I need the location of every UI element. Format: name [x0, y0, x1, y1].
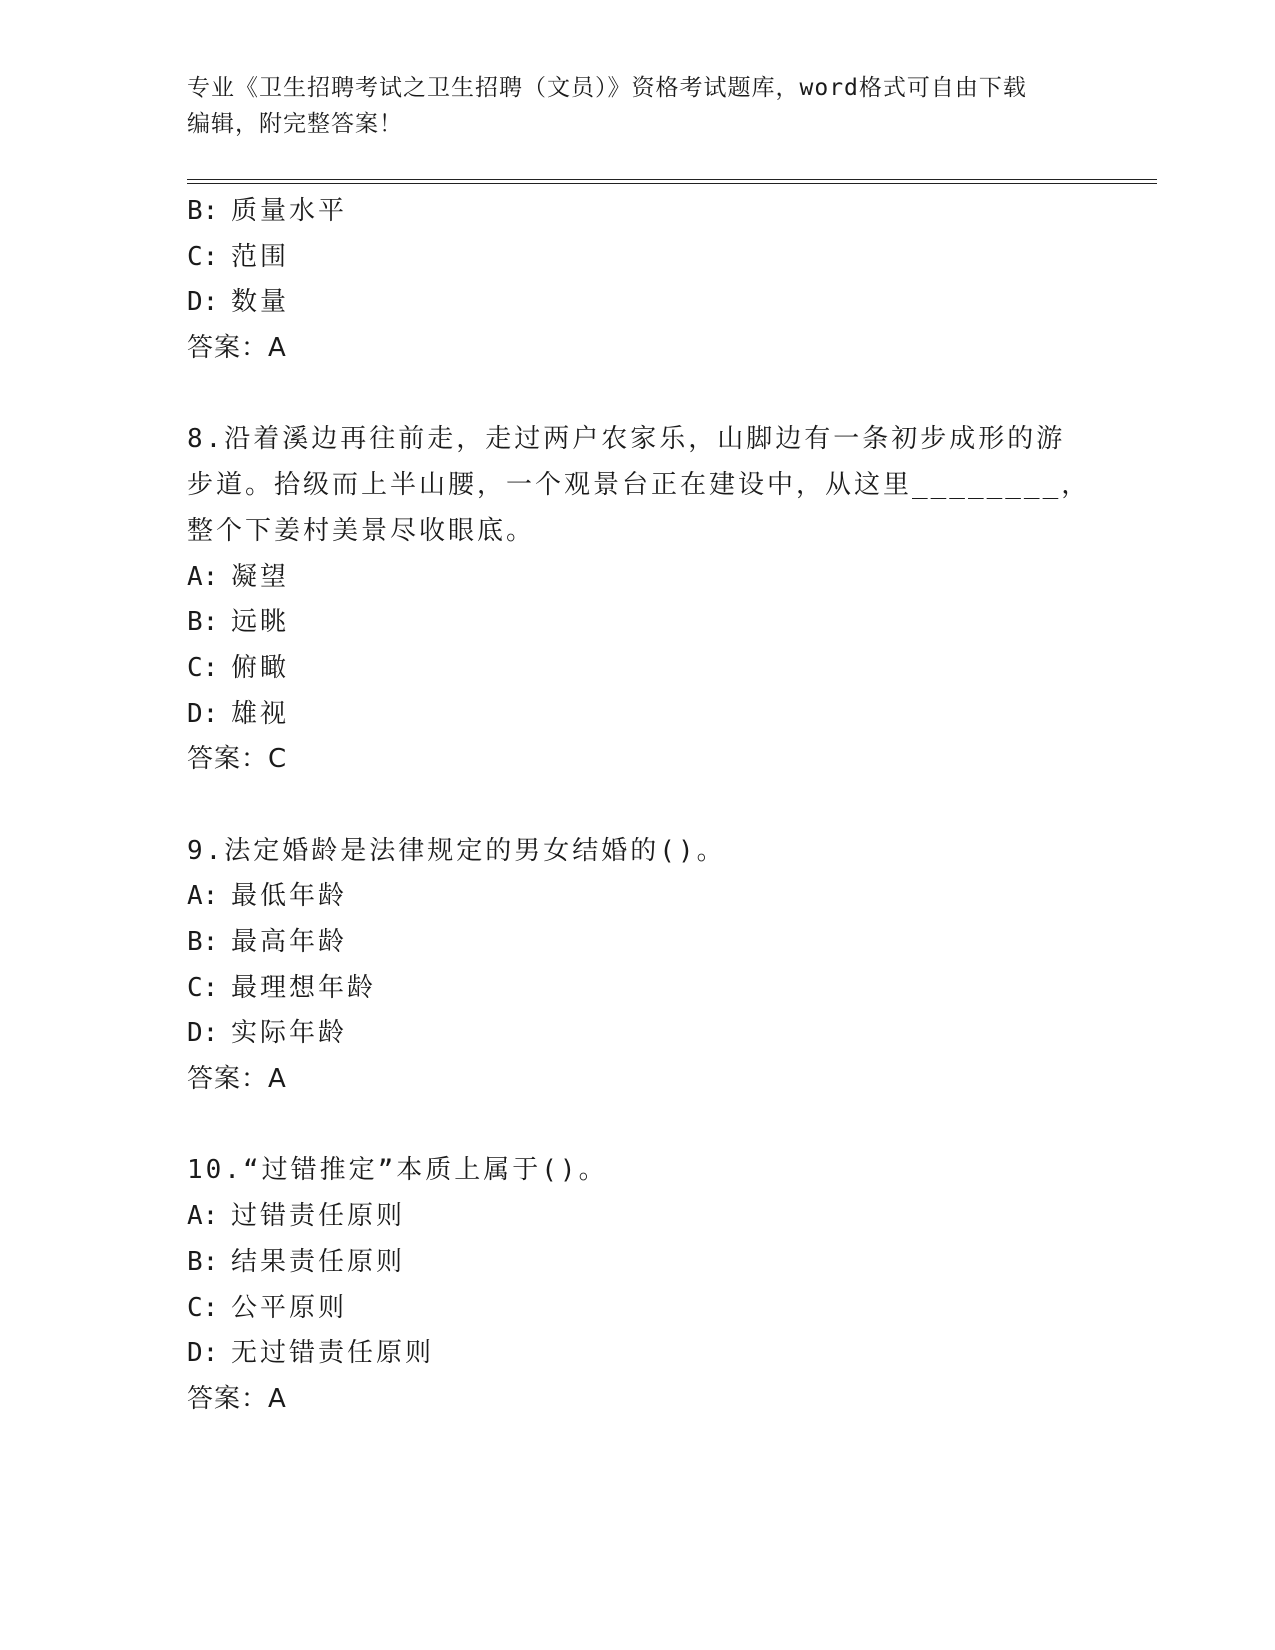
option-text: 远眺: [231, 607, 290, 638]
option-b: [187, 920, 1157, 966]
question-9: [187, 829, 1157, 1103]
option-label: B:: [187, 607, 219, 638]
option-text: 最高年龄: [231, 927, 348, 957]
option-label: C:: [187, 241, 219, 272]
option-d: [187, 1331, 1157, 1377]
option-d: [187, 1011, 1157, 1057]
header-line-2: 编辑，附完整答案！: [187, 111, 403, 137]
option-text: 结果责任原则: [231, 1246, 406, 1277]
prev-question-block: [187, 189, 1157, 372]
option-text: 最理想年龄: [231, 972, 377, 1003]
option-text: 实际年龄: [231, 1018, 348, 1049]
option-text: 凝望: [231, 561, 290, 592]
option-label: B:: [187, 196, 219, 226]
option-label: B:: [187, 1246, 219, 1277]
document-header: [187, 70, 1067, 142]
option-c: [187, 235, 1157, 281]
option-text: 范围: [231, 241, 290, 272]
option-text: 最低年龄: [231, 881, 348, 912]
option-a: [187, 1194, 1157, 1240]
option-c: [187, 1286, 1157, 1332]
stem-line: 10.“过错推定”本质上属于()。: [187, 1155, 608, 1186]
option-label: B:: [187, 927, 219, 957]
option-label: D:: [187, 287, 219, 318]
option-a: [187, 874, 1157, 920]
question-stem: [187, 417, 1157, 554]
option-b: [187, 189, 1157, 235]
option-text: 无过错责任原则: [231, 1338, 435, 1369]
answer-line: 答案：A: [187, 333, 287, 364]
option-d: [187, 280, 1157, 326]
option-c: [187, 646, 1157, 692]
option-label: D:: [187, 1018, 219, 1049]
question-stem: [187, 1148, 1157, 1194]
question-8: [187, 417, 1157, 783]
option-label: A:: [187, 561, 219, 592]
option-label: D:: [187, 698, 219, 729]
option-b: [187, 1240, 1157, 1286]
option-label: C:: [187, 972, 219, 1003]
option-label: D:: [187, 1338, 219, 1369]
spacer: [187, 1103, 1157, 1149]
option-label: C:: [187, 652, 219, 683]
question-stem: [187, 829, 1157, 875]
option-text: 过错责任原则: [231, 1201, 406, 1232]
stem-line: 8.沿着溪边再往前走，走过两户农家乐，山脚边有一条初步成形的游: [187, 424, 1066, 455]
header-divider-bottom: [187, 183, 1157, 184]
option-a: [187, 555, 1157, 601]
option-text: 公平原则: [231, 1292, 348, 1323]
stem-line: 步道。拾级而上半山腰，一个观景台正在建设中，从这里________，: [187, 470, 1091, 501]
option-text: 质量水平: [231, 196, 348, 226]
question-content: [187, 189, 1157, 1423]
stem-line: 9.法定婚龄是法律规定的男女结婚的()。: [187, 835, 726, 866]
option-d: [187, 692, 1157, 738]
stem-line: 整个下姜村美景尽收眼底。: [187, 515, 536, 546]
answer-line: 答案：C: [187, 744, 288, 775]
header-line-1: 专业《卫生招聘考试之卫生招聘（文员）》资格考试题库，word格式可自由下载: [187, 75, 1027, 101]
spacer: [187, 372, 1157, 418]
question-10: [187, 1148, 1157, 1422]
option-text: 雄视: [231, 698, 290, 729]
option-label: A:: [187, 881, 219, 912]
option-text: 数量: [231, 287, 290, 318]
answer-line: 答案：A: [187, 1064, 287, 1095]
option-label: C:: [187, 1292, 219, 1323]
option-b: [187, 600, 1157, 646]
option-c: [187, 966, 1157, 1012]
option-text: 俯瞰: [231, 652, 290, 683]
spacer: [187, 783, 1157, 829]
header-divider-top: [187, 179, 1157, 180]
answer-line: 答案：A: [187, 1383, 287, 1414]
option-label: A:: [187, 1201, 219, 1232]
